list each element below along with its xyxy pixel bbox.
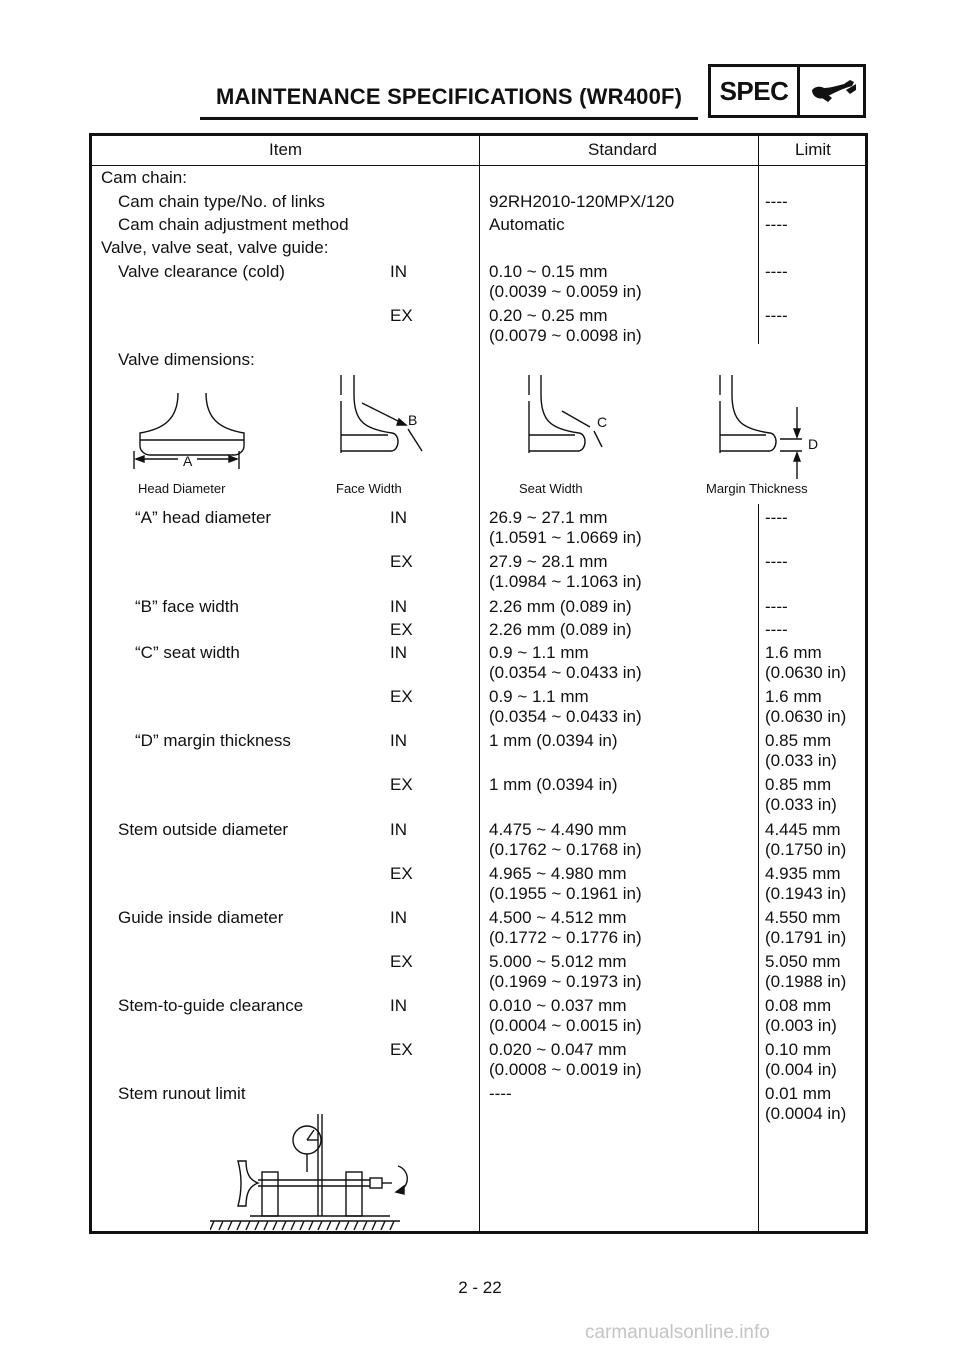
label-face-width: Face Width [336,481,402,496]
header-limit: Limit [795,140,831,159]
row-limit: ---- [765,192,788,211]
row-sub: EX [390,306,413,325]
row-sub: IN [390,820,407,839]
row-item: “A” head diameter [135,508,272,527]
row-item: Valve, valve seat, valve guide: [101,238,329,257]
label-head-diameter: Head Diameter [138,481,226,496]
row-limit: ---- [765,508,788,527]
row-limit-2: (0.1750 in) [765,840,847,859]
row-item: Stem outside diameter [118,820,289,839]
label-margin-thickness: Margin Thickness [706,481,808,496]
row-sub: IN [390,731,407,750]
row-standard-2: (0.1762 ~ 0.1768 in) [489,840,642,859]
row-limit: ---- [765,552,788,571]
row-standard-2: (0.0008 ~ 0.0019 in) [489,1060,642,1079]
row-standard-2: (0.0354 ~ 0.0433 in) [489,663,642,682]
row-limit: ---- [765,262,788,281]
header-item: Item [269,140,303,159]
row-item: Valve dimensions: [118,350,255,369]
row-standard: 4.500 ~ 4.512 mm [489,908,627,927]
row-sub: EX [390,620,413,639]
row-sub: IN [390,508,407,527]
row-limit: 0.08 mm [765,996,832,1015]
row-standard-2: (0.0079 ~ 0.0098 in) [489,326,642,345]
row-standard: 4.965 ~ 4.980 mm [489,864,627,883]
row-sub: EX [390,687,413,706]
row-sub: IN [390,643,407,662]
figure-letter-d: D [808,436,819,452]
row-standard: 5.000 ~ 5.012 mm [489,952,627,971]
row-limit-2: (0.0004 in) [765,1104,847,1123]
row-standard-2: (0.1955 ~ 0.1961 in) [489,884,642,903]
row-standard-2: (1.0591 ~ 1.0669 in) [489,528,642,547]
row-limit: ---- [765,306,788,325]
row-limit-2: (0.033 in) [765,751,837,770]
row-limit: 1.6 mm [765,643,822,662]
runout-measurement-figure [210,1106,420,1231]
row-limit: 0.10 mm [765,1040,832,1059]
row-standard-2: (0.1772 ~ 0.1776 in) [489,928,642,947]
figure-letter-b: B [408,412,418,428]
row-sub: IN [390,996,407,1015]
column-divider-2a [758,136,759,344]
spec-badge [708,64,866,118]
row-limit-2: (0.003 in) [765,1016,837,1035]
row-standard: 1 mm (0.0394 in) [489,731,618,750]
footer-watermark[interactable]: carmanualsonline.info [585,1322,770,1343]
row-item: Valve clearance (cold) [118,262,285,281]
row-item: Cam chain: [101,168,187,187]
row-limit: 4.445 mm [765,820,841,839]
page-number: 2 - 22 [458,1278,502,1297]
label-seat-width: Seat Width [519,481,583,496]
row-sub: EX [390,775,413,794]
row-sub: IN [390,908,407,927]
row-limit: 1.6 mm [765,687,822,706]
row-standard: 0.9 ~ 1.1 mm [489,687,589,706]
row-standard: 0.20 ~ 0.25 mm [489,306,608,325]
row-limit: 0.01 mm [765,1084,832,1103]
row-limit: ---- [765,620,788,639]
row-limit-2: (0.1988 in) [765,972,847,991]
row-standard: 2.26 mm (0.089 in) [489,597,632,616]
row-standard: 92RH2010-120MPX/120 [489,192,675,211]
row-sub: IN [390,597,407,616]
header-rule [200,117,698,120]
row-limit-2: (0.0630 in) [765,707,847,726]
row-sub: EX [390,864,413,883]
row-sub: IN [390,262,407,281]
row-item: Stem runout limit [118,1084,246,1103]
row-sub: EX [390,1040,413,1059]
row-item: Cam chain type/No. of links [118,192,325,211]
row-standard: 0.9 ~ 1.1 mm [489,643,589,662]
row-limit-2: (0.033 in) [765,795,837,814]
row-standard: 26.9 ~ 27.1 mm [489,508,608,527]
figure-letter-a: A [183,453,193,469]
row-limit-2: (0.0630 in) [765,663,847,682]
row-standard: 0.10 ~ 0.15 mm [489,262,608,281]
row-standard: Automatic [489,215,565,234]
row-item: “D” margin thickness [135,731,291,750]
row-standard: 27.9 ~ 28.1 mm [489,552,608,571]
row-limit: 4.550 mm [765,908,841,927]
row-standard: 4.475 ~ 4.490 mm [489,820,627,839]
row-item: “B” face width [135,597,239,616]
row-sub: EX [390,952,413,971]
figure-letter-c: C [597,414,608,430]
row-limit: ---- [765,597,788,616]
row-limit: ---- [765,215,788,234]
column-divider-2b [758,504,759,1231]
row-standard: 1 mm (0.0394 in) [489,775,618,794]
wrench-icon [806,76,858,106]
row-item: Cam chain adjustment method [118,215,349,234]
column-divider-1 [479,136,480,1231]
row-item: “C” seat width [135,643,240,662]
row-standard: ---- [489,1084,512,1103]
row-item: Stem-to-guide clearance [118,996,304,1015]
spec-icon-wrap [800,67,863,115]
row-standard: 0.020 ~ 0.047 mm [489,1040,627,1059]
row-standard: 0.010 ~ 0.037 mm [489,996,627,1015]
row-limit: 5.050 mm [765,952,841,971]
row-standard: 2.26 mm (0.089 in) [489,620,632,639]
row-standard-2: (0.0039 ~ 0.0059 in) [489,282,642,301]
row-item: Guide inside diameter [118,908,284,927]
row-sub: EX [390,552,413,571]
row-limit-2: (0.004 in) [765,1060,837,1079]
row-standard-2: (0.1969 ~ 0.1973 in) [489,972,642,991]
row-limit: 4.935 mm [765,864,841,883]
row-limit: 0.85 mm [765,731,832,750]
spec-table [89,133,868,1234]
spec-label: SPEC [711,67,800,115]
row-standard-2: (0.0004 ~ 0.0015 in) [489,1016,642,1035]
page-title: MAINTENANCE SPECIFICATIONS (WR400F) [216,84,683,109]
row-limit: 0.85 mm [765,775,832,794]
row-standard-2: (1.0984 ~ 1.1063 in) [489,572,642,591]
header-standard: Standard [588,140,657,159]
row-limit-2: (0.1791 in) [765,928,847,947]
row-limit-2: (0.1943 in) [765,884,847,903]
row-standard-2: (0.0354 ~ 0.0433 in) [489,707,642,726]
